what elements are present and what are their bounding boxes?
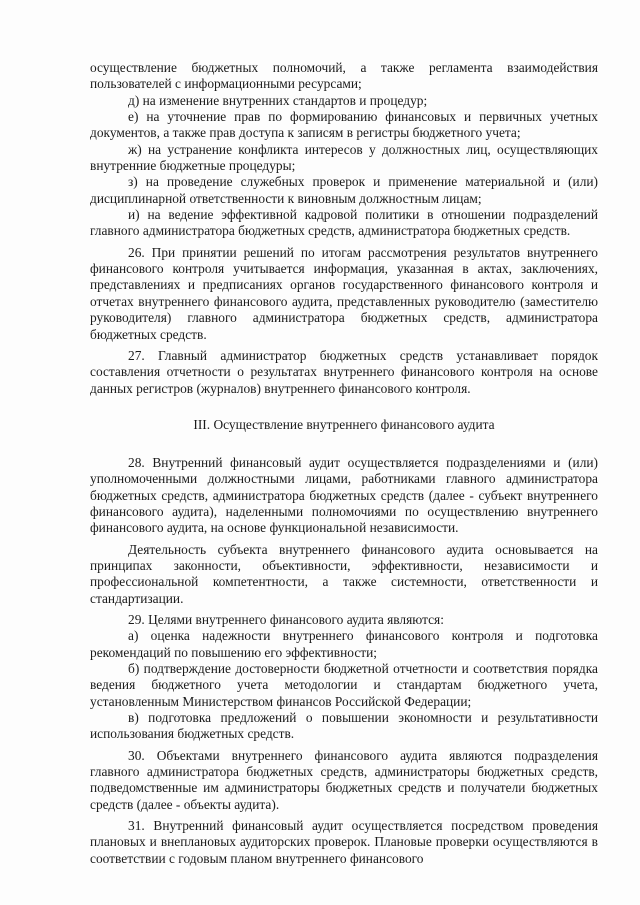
section-heading: III. Осуществление внутреннего финансового аудита <box>193 416 495 432</box>
paragraph-29c: в) подготовка предложений о повышении экономности и результативности использования бюджетных средств. <box>90 710 598 742</box>
paragraph-cont: осуществление бюджетных полномочий, а также регламента взаимодействия пользователей с информационными ресурсами; <box>90 60 598 92</box>
paragraph-i: и) на ведение эффективной кадровой политики в отношении подразделений главного администратора бюджетных средств, администратора бюджетных средств. <box>90 207 598 239</box>
paragraph-d: д) на изменение внутренних стандартов и процедур; <box>128 92 428 108</box>
paragraphs-after-section <box>90 455 598 867</box>
paragraph-29a: а) оценка надежности внутреннего финансового контроля и подготовка рекомендаций по повышению его эффективности; <box>90 628 598 660</box>
paragraph-z: з) на проведение служебных проверок и применение материальной и (или) дисциплинарной ответственности к виновным должностным лицам; <box>90 174 598 206</box>
paragraph-28b: Деятельность субъекта внутреннего финансового аудита основывается на принципах законности, объективности, эффективности, независимости и профессиональной компетентности, а также системности, ответственности и стандартизации. <box>90 541 598 606</box>
document-body <box>90 60 598 867</box>
paragraph-29: 29. Целями внутреннего финансового аудита являются: <box>128 611 444 627</box>
paragraphs-before-section <box>90 60 598 397</box>
paragraph-28: 28. Внутренний финансовый аудит осуществляется подразделениями и (или) уполномоченными должностными лицами, работниками главного администратора бюджетных средств, администратора бюджетных средств (далее - субъект внутреннего финансового аудита), наделенными полномочиями по осуществлению внутреннего финансового аудита, на основе функциональной независимости. <box>90 454 598 536</box>
paragraph-e: е) на уточнение прав по формированию финансовых и первичных учетных документов, а также прав доступа к записям в регистры бюджетного учета; <box>90 109 598 141</box>
paragraph-31: 31. Внутренний финансовый аудит осуществляется посредством проведения плановых и внеплановых аудиторских проверок. Плановые проверки осуществляются в соответствии с годовым планом внутреннего финансового <box>90 818 598 866</box>
paragraph-27: 27. Главный администратор бюджетных средств устанавливает порядок составления отчетности о результатах внутреннего финансового контроля на основе данных регистров (журналов) внутреннего финансового контроля. <box>90 347 598 396</box>
paragraph-zh: ж) на устранение конфликта интересов у должностных лиц, осуществляющих внутренние бюджетные процедуры; <box>90 141 598 174</box>
paragraph-30: 30. Объектами внутреннего финансового аудита являются подразделения главного администратора бюджетных средств, администраторы бюджетных средств, подведомственные им администраторы бюджетных средств и получатели бюджетных средств (далее - объекты аудита). <box>90 747 598 812</box>
paragraph-29b: б) подтверждение достоверности бюджетной отчетности и соответствия порядка ведения бюджетного учета методологии и стандартам бюджетного учета, установленным Министерством финансов Российской Федерации; <box>90 661 598 709</box>
paragraph-26: 26. При принятии решений по итогам рассмотрения результатов внутреннего финансового контроля учитывается информация, указанная в актах, заключениях, представлениях и предписаниях органов государственного финансового контроля и отчетах внутреннего финансового аудита, представленных руководителю (заместителю руководителя) главного администратора бюджетных средств, администратора бюджетных средств. <box>90 244 598 342</box>
